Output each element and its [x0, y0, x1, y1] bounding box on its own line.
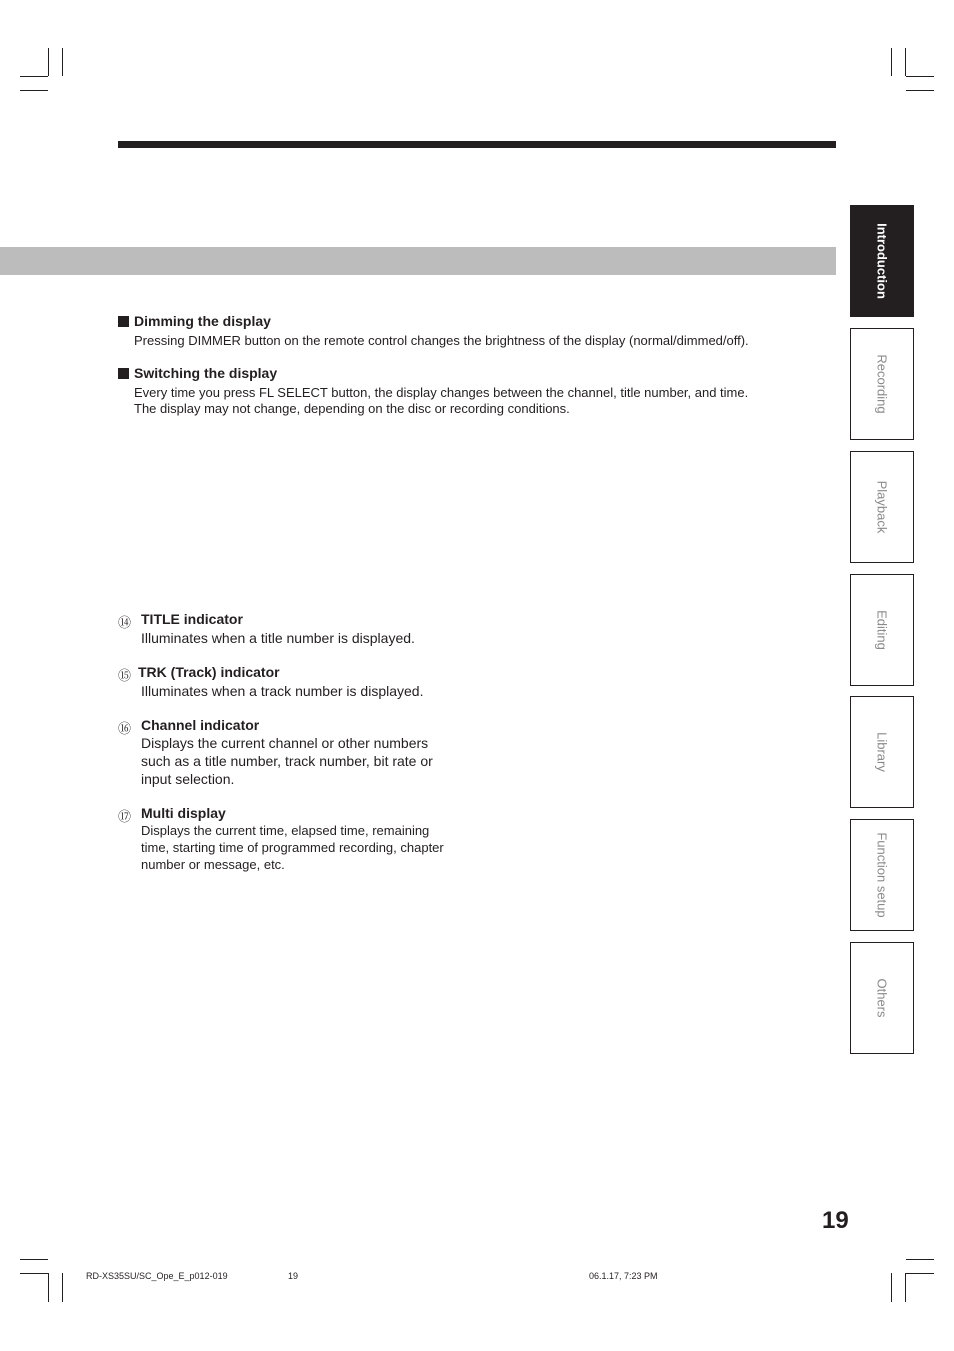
footer-page: 19 [288, 1271, 299, 1281]
crop-mark [20, 90, 48, 91]
tab-playback[interactable] [850, 451, 914, 563]
section-text-switching-line: Every time you press FL SELECT button, the display changes between the channel, title number, and time. [134, 385, 749, 400]
crop-mark [891, 1273, 892, 1302]
section-text-switching-line: The display may not change, depending on the disc or recording conditions. [134, 401, 570, 416]
section-text-dimming: Pressing DIMMER button on the remote control changes the brightness of the display (normal/dimmed/off). [134, 333, 749, 348]
section-band [0, 247, 836, 275]
crop-mark [62, 1273, 63, 1302]
item-number: ⑮ [118, 668, 132, 683]
crop-mark [905, 1273, 906, 1302]
item-number: ⑯ [118, 721, 132, 736]
item-title-trk-indicator: TRK (Track) indicator [138, 664, 280, 680]
tab-label: Recording [874, 354, 890, 414]
section-heading-dimming: Dimming the display [134, 313, 271, 329]
tab-label: Introduction [874, 223, 890, 299]
item-text: Illuminates when a title number is displayed. [141, 630, 415, 646]
crop-mark [20, 76, 48, 77]
item-number: ⑰ [118, 809, 132, 824]
section-heading-switching: Switching the display [134, 365, 278, 381]
crop-mark [906, 1259, 934, 1260]
bullet-square-icon [118, 368, 129, 379]
footer-file-name: RD-XS35SU/SC_Ope_E_p012-019 [86, 1271, 228, 1281]
item-text: such as a title number, track number, bit rate or [141, 753, 433, 769]
crop-mark [906, 90, 934, 91]
footer-timestamp: 06.1.17, 7:23 PM [589, 1271, 658, 1281]
item-text: Displays the current channel or other numbers [141, 735, 429, 751]
crop-mark [891, 48, 892, 76]
tab-others[interactable] [850, 942, 914, 1054]
top-rule [118, 141, 836, 148]
crop-mark [20, 1273, 48, 1274]
tab-introduction[interactable] [850, 205, 914, 317]
item-number: ⑭ [118, 615, 132, 630]
crop-mark [905, 48, 906, 76]
tab-label: Editing [874, 610, 890, 650]
page-number: 19 [822, 1207, 849, 1234]
tab-editing[interactable] [850, 574, 914, 686]
item-text: number or message, etc. [141, 857, 285, 872]
crop-mark [48, 1273, 49, 1302]
tab-recording[interactable] [850, 328, 914, 440]
tab-library[interactable] [850, 696, 914, 808]
tab-label: Others [874, 978, 890, 1018]
item-text: Illuminates when a track number is displayed. [141, 683, 424, 699]
crop-mark [20, 1259, 48, 1260]
crop-mark [48, 48, 49, 76]
item-title-title-indicator: TITLE indicator [141, 611, 243, 627]
item-text: Displays the current time, elapsed time, remaining [141, 823, 430, 838]
tab-label: Library [874, 732, 890, 772]
tab-function-setup[interactable] [850, 819, 914, 931]
item-title-multi-display: Multi display [141, 805, 226, 821]
crop-mark [906, 1273, 934, 1274]
item-text: input selection. [141, 771, 235, 787]
crop-mark [906, 76, 934, 77]
item-text: time, starting time of programmed recording, chapter [141, 840, 444, 855]
item-title-channel-indicator: Channel indicator [141, 717, 260, 733]
bullet-square-icon [118, 316, 129, 327]
tab-label: Playback [874, 480, 890, 534]
crop-mark [62, 48, 63, 76]
tab-label: Function setup [874, 832, 890, 918]
